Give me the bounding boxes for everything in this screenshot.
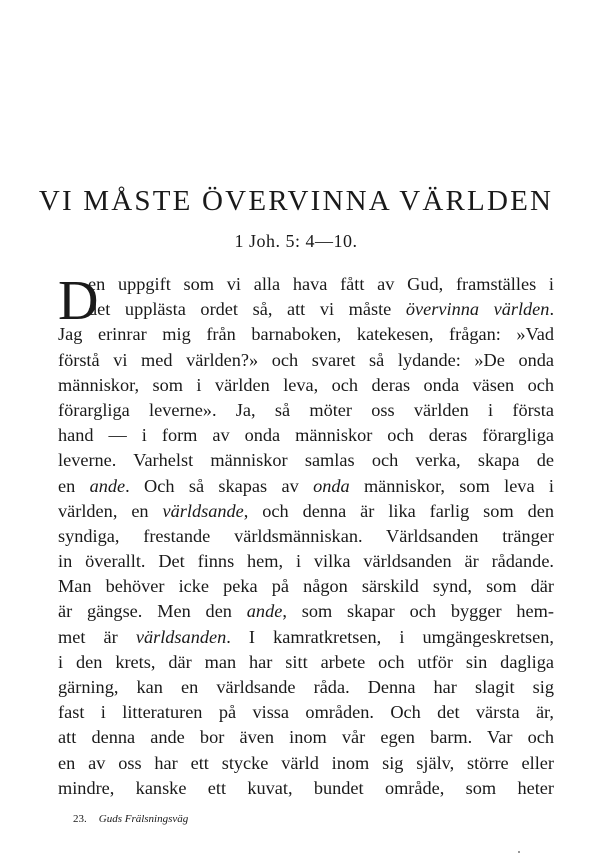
text-line (58, 776, 554, 801)
text-run: , som skapar och bygger hem- (282, 601, 554, 622)
text-run: Jag erinrar mig från barnaboken, katekesen, frågan: »Vad (58, 324, 554, 345)
emphasis-text: övervinna världen (405, 299, 550, 320)
drop-cap: D (58, 270, 99, 332)
text-run: syndiga, frestande världsmänniskan. Världsanden tränger (58, 525, 554, 546)
text-run: . Och så skapas av (125, 475, 314, 496)
text-run: är gängse. Men den (58, 601, 247, 622)
emphasis-text: onda (313, 475, 350, 496)
text-run: . I kamratkretsen, i umgängeskretsen, (226, 626, 555, 647)
text-line (58, 599, 554, 624)
text-line (58, 725, 554, 750)
text-line (58, 499, 554, 524)
emphasis-text: världsande (162, 500, 244, 521)
text-line (58, 423, 554, 448)
text-run: en (58, 475, 90, 496)
text-run: Man behöver icke peka på någon särskild synd, som där (58, 576, 554, 597)
paper-speck (518, 851, 520, 853)
text-run: fast i litteraturen på vissa områden. Och det värsta är, (58, 702, 554, 723)
text-line (58, 373, 554, 398)
text-run: . (549, 299, 555, 320)
text-run: , och denna är lika farlig som den (243, 500, 554, 521)
text-line (58, 625, 554, 650)
text-run: in överallt. Det finns hem, i vilka världsanden är rådande. (58, 551, 554, 572)
text-run: en av oss har ett stycke värld inom sig själv, större eller (58, 752, 554, 773)
text-line (58, 322, 554, 347)
text-run: leverne. Varhelst människor samlas och verka, skapa de (58, 450, 554, 471)
text-line (58, 751, 554, 776)
body-paragraph (58, 272, 554, 801)
text-line (58, 675, 554, 700)
text-run: att denna ande bor även inom vår egen barm. Var och (58, 727, 554, 748)
text-line (58, 398, 554, 423)
text-line (58, 524, 554, 549)
text-run: människor, som leva i (349, 475, 554, 496)
scripture-reference: 1 Joh. 5: 4—10. (234, 231, 358, 251)
text-run: det upplästa ordet så, att vi måste (88, 299, 406, 320)
running-title: Guds Frälsningsväg (98, 813, 189, 825)
text-run: världen, en (58, 500, 163, 521)
text-line (58, 700, 554, 725)
text-run: förargliga leverne». Ja, så möter oss världen i första (58, 399, 554, 420)
text-line (58, 348, 554, 373)
text-run: i den krets, där man har sitt arbete och utför sin dagliga (58, 651, 554, 672)
text-line (58, 474, 554, 499)
text-run: mindre, kanske ett kuvat, bundet område, som heter (58, 777, 554, 798)
text-run: gärning, kan en världsande råda. Denna har slagit sig (58, 677, 554, 697)
text-line (58, 272, 554, 297)
emphasis-text: världsanden (135, 626, 227, 647)
text-run: hand — i form av onda människor och deras förargliga (58, 425, 554, 446)
emphasis-text: ande (89, 475, 126, 496)
text-run: förstå vi med världen?» och svaret så lydande: »De onda (58, 349, 554, 370)
text-line (58, 549, 554, 574)
page-number: 23. (73, 813, 87, 825)
page-footer (73, 813, 188, 825)
text-line (58, 574, 554, 599)
text-line (58, 448, 554, 473)
emphasis-text: ande (246, 601, 283, 622)
chapter-title: VI MÅSTE ÖVERVINNA VÄRLDEN (38, 185, 554, 217)
text-run: människor, som i världen leva, och deras onda väsen och (58, 374, 554, 395)
text-run: met är (58, 626, 136, 647)
text-line (58, 650, 554, 675)
text-run: en uppgift som vi alla hava fått av Gud, framställes i (88, 274, 554, 294)
text-line (58, 297, 554, 322)
